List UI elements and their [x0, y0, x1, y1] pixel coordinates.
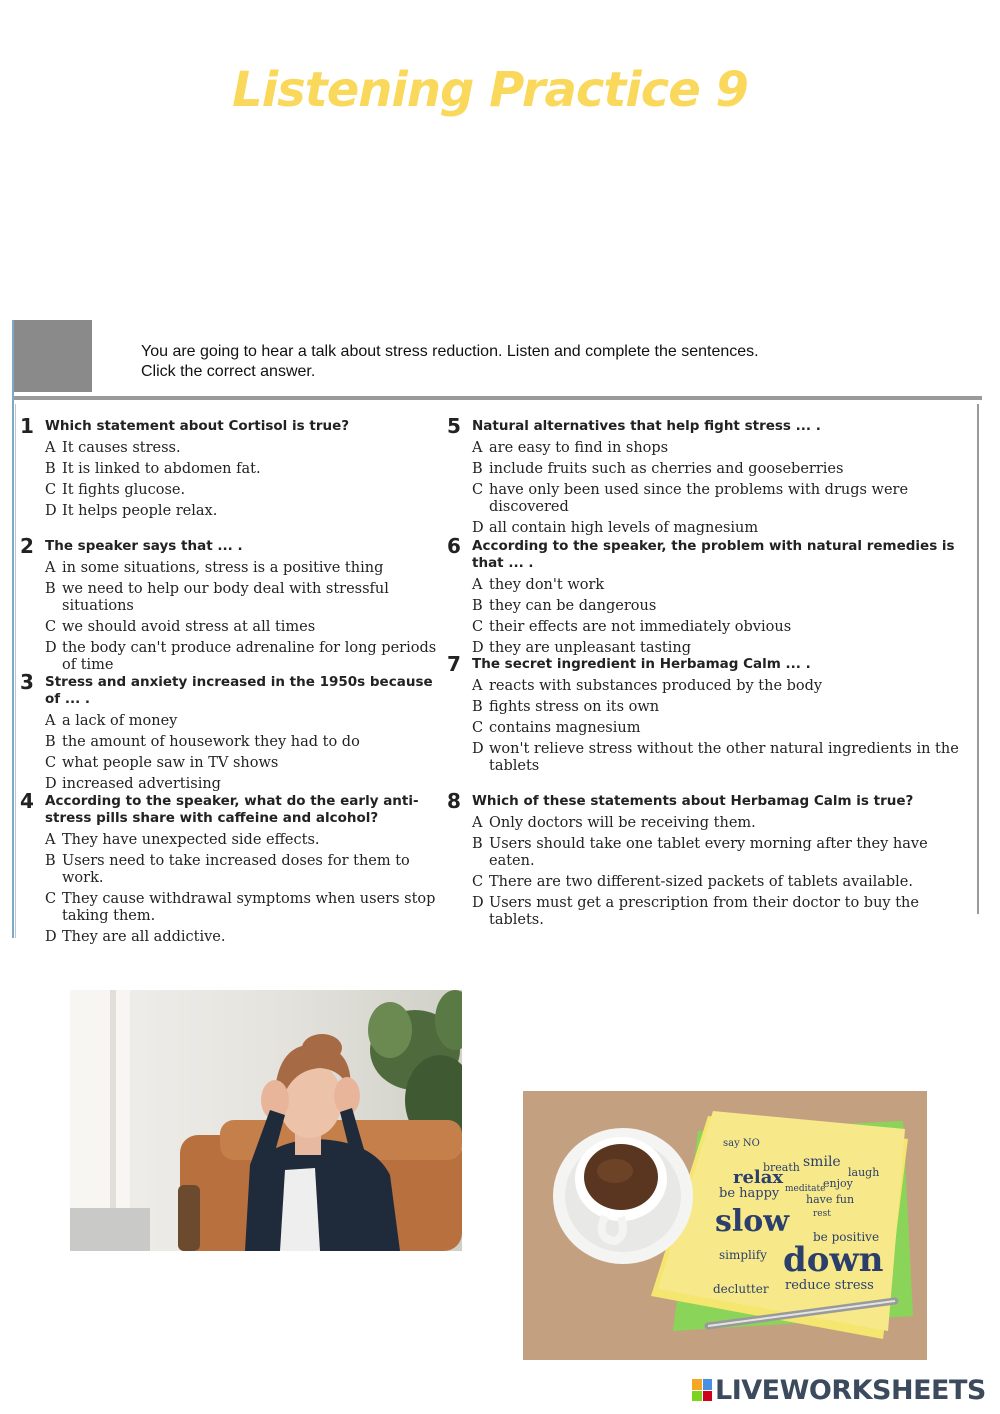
answer-option[interactable] — [472, 874, 967, 891]
option-text: we should avoid stress at all times — [62, 619, 316, 635]
option-text: Users must get a prescription from their doctor to buy the tablets. — [489, 895, 919, 928]
question-3 — [20, 670, 450, 797]
question-number: 4 — [20, 789, 34, 813]
option-text: They have unexpected side effects. — [62, 832, 320, 848]
instructions — [141, 342, 759, 382]
answer-options — [45, 440, 450, 520]
answer-option[interactable] — [45, 440, 450, 457]
option-letter: B — [472, 699, 483, 715]
option-text: It causes stress. — [62, 440, 181, 456]
liveworksheets-logo — [692, 1375, 986, 1405]
option-letter: B — [472, 461, 483, 477]
answer-option[interactable] — [472, 815, 967, 832]
answer-options — [472, 440, 967, 537]
option-text: Only doctors will be receiving them. — [489, 815, 756, 831]
question-4 — [20, 789, 450, 950]
question-6 — [447, 534, 967, 661]
option-text: fights stress on its own — [489, 699, 660, 715]
option-text: what people saw in TV shows — [62, 755, 279, 771]
answer-option[interactable] — [472, 836, 967, 870]
option-letter: A — [45, 713, 56, 729]
answer-options — [45, 832, 450, 946]
question-number: 7 — [447, 652, 461, 676]
option-letter: B — [45, 461, 56, 477]
option-text: increased advertising — [62, 776, 221, 792]
divider — [12, 396, 982, 400]
note-word: declutter — [713, 1282, 769, 1296]
divider — [12, 320, 14, 938]
stressed-woman-illustration — [70, 990, 462, 1251]
option-letter: C — [45, 482, 57, 498]
option-text: they don't work — [489, 577, 605, 593]
answer-option[interactable] — [45, 853, 450, 887]
option-letter: C — [45, 891, 57, 907]
answer-option[interactable] — [45, 461, 450, 478]
answer-option[interactable] — [472, 720, 967, 737]
option-letter: A — [472, 678, 483, 694]
answer-options — [45, 560, 450, 674]
option-text: the amount of housework they had to do — [62, 734, 360, 750]
note-word: rest — [813, 1209, 831, 1219]
answer-option[interactable] — [45, 482, 450, 499]
option-text: It fights glucose. — [62, 482, 186, 498]
question-2 — [20, 534, 450, 678]
option-letter: D — [472, 520, 484, 536]
option-text: Users need to take increased doses for them to work. — [62, 853, 410, 886]
option-letter: D — [472, 640, 484, 656]
note-word: be happy — [719, 1186, 780, 1201]
option-letter: D — [45, 503, 57, 519]
option-letter: C — [472, 720, 484, 736]
note-word: reduce stress — [785, 1278, 874, 1293]
answer-option[interactable] — [45, 619, 450, 636]
note-word: enjoy — [823, 1177, 853, 1190]
answer-option[interactable] — [472, 482, 967, 516]
option-letter: A — [472, 577, 483, 593]
note-word: smile — [803, 1154, 841, 1170]
question-8 — [447, 789, 967, 933]
note-word: meditate — [785, 1184, 826, 1194]
answer-option[interactable] — [45, 832, 450, 849]
option-text: have only been used since the problems with drugs were discovered — [489, 482, 909, 515]
answer-option[interactable] — [472, 577, 967, 594]
question-number: 6 — [447, 534, 461, 558]
option-letter: B — [45, 581, 56, 597]
answer-option[interactable] — [45, 755, 450, 772]
note-word: breath — [763, 1161, 800, 1174]
option-text: their effects are not immediately obvious — [489, 619, 792, 635]
option-letter: D — [45, 640, 57, 656]
coffee-sticky-notes-photo — [523, 1091, 927, 1360]
option-letter: D — [45, 776, 57, 792]
answer-option[interactable] — [45, 503, 450, 520]
option-letter: A — [472, 815, 483, 831]
note-word: laugh — [848, 1166, 880, 1179]
question-number: 1 — [20, 414, 34, 438]
option-text: They are all addictive. — [62, 929, 226, 945]
question-number: 3 — [20, 670, 34, 694]
answer-option[interactable] — [45, 713, 450, 730]
option-letter: B — [472, 598, 483, 614]
answer-option[interactable] — [472, 699, 967, 716]
divider — [15, 404, 16, 938]
option-text: There are two different-sized packets of tablets available. — [489, 874, 913, 890]
answer-option[interactable] — [45, 734, 450, 751]
option-letter: A — [45, 832, 56, 848]
note-word: have fun — [806, 1193, 855, 1206]
answer-option[interactable] — [472, 741, 967, 775]
option-letter: C — [45, 619, 57, 635]
option-letter: B — [472, 836, 483, 852]
question-number: 2 — [20, 534, 34, 558]
question-number: 5 — [447, 414, 461, 438]
option-letter: B — [45, 734, 56, 750]
option-letter: A — [45, 440, 56, 456]
answer-options — [45, 713, 450, 793]
option-text: won't relieve stress without the other natural ingredients in the tablets — [489, 741, 959, 774]
exercise-panel — [12, 320, 982, 945]
answer-option[interactable] — [45, 891, 450, 925]
answer-option[interactable] — [472, 598, 967, 615]
option-text: they can be dangerous — [489, 598, 657, 614]
note-word: simplify — [719, 1248, 767, 1262]
option-text: are easy to find in shops — [489, 440, 669, 456]
question-5 — [447, 414, 967, 541]
note-word-big: slow — [715, 1204, 790, 1239]
option-text: It helps people relax. — [62, 503, 218, 519]
question-text: The speaker says that ... . — [45, 538, 243, 554]
note-word: say NO — [723, 1138, 760, 1149]
option-letter: C — [472, 482, 484, 498]
answer-option[interactable] — [45, 560, 450, 577]
option-text: in some situations, stress is a positive thing — [62, 560, 384, 576]
instructions-line-2: Click the correct answer. — [141, 363, 316, 380]
option-text: a lack of money — [62, 713, 178, 729]
question-number: 8 — [447, 789, 461, 813]
section-marker-box — [12, 320, 92, 392]
answer-options — [472, 577, 967, 657]
option-letter: A — [45, 560, 56, 576]
question-1 — [20, 414, 450, 524]
option-text: we need to help our body deal with stressful situations — [62, 581, 389, 614]
question-7 — [447, 652, 967, 779]
answer-option[interactable] — [472, 619, 967, 636]
note-word: be positive — [813, 1230, 880, 1244]
answer-option[interactable] — [472, 678, 967, 695]
liveworksheets-logo-text: LIVEWORKSHEETS — [715, 1374, 986, 1406]
answer-options — [472, 815, 967, 929]
answer-option[interactable] — [45, 640, 450, 674]
divider — [977, 404, 979, 914]
option-text: They cause withdrawal symptoms when users stop taking them. — [62, 891, 436, 924]
option-text: include fruits such as cherries and gooseberries — [489, 461, 844, 477]
option-text: reacts with substances produced by the body — [489, 678, 823, 694]
answer-option[interactable] — [45, 929, 450, 946]
note-word-big: down — [783, 1240, 884, 1280]
page-title: Listening Practice 9 — [232, 62, 748, 118]
answer-option[interactable] — [472, 461, 967, 478]
note-word: relax — [733, 1167, 784, 1188]
answer-options — [472, 678, 967, 775]
question-text: Stress and anxiety increased in the 1950s because of ... . — [45, 674, 433, 707]
liveworksheets-logo-icon — [692, 1379, 712, 1401]
option-letter: C — [472, 874, 484, 890]
option-letter: D — [472, 741, 484, 757]
option-text: contains magnesium — [489, 720, 641, 736]
answer-option[interactable] — [45, 581, 450, 615]
option-letter: B — [45, 853, 56, 869]
question-text: According to the speaker, the problem with natural remedies is that ... . — [472, 538, 955, 571]
option-letter: A — [472, 440, 483, 456]
option-text: Users should take one tablet every morning after they have eaten. — [489, 836, 928, 869]
option-text: It is linked to abdomen fat. — [62, 461, 261, 477]
stressed-woman-photo — [70, 990, 462, 1251]
question-text: Which of these statements about Herbamag Calm is true? — [472, 793, 914, 809]
answer-option[interactable] — [472, 895, 967, 929]
question-text: Which statement about Cortisol is true? — [45, 418, 350, 434]
question-text: Natural alternatives that help fight stress ... . — [472, 418, 821, 434]
option-text: the body can't produce adrenaline for long periods of time — [62, 640, 437, 673]
answer-option[interactable] — [45, 776, 450, 793]
option-letter: C — [472, 619, 484, 635]
question-text: According to the speaker, what do the early anti-stress pills share with caffeine and alcohol? — [45, 793, 419, 826]
question-text: The secret ingredient in Herbamag Calm ... . — [472, 656, 811, 672]
option-text: all contain high levels of magnesium — [489, 520, 759, 536]
option-letter: C — [45, 755, 57, 771]
answer-option[interactable] — [472, 440, 967, 457]
coffee-notes-illustration — [523, 1091, 927, 1360]
answer-option[interactable] — [472, 640, 967, 657]
option-letter: D — [472, 895, 484, 911]
instructions-line-1: You are going to hear a talk about stress reduction. Listen and complete the sentences. — [141, 343, 759, 360]
option-text: they are unpleasant tasting — [489, 640, 691, 656]
answer-option[interactable] — [472, 520, 967, 537]
option-letter: D — [45, 929, 57, 945]
